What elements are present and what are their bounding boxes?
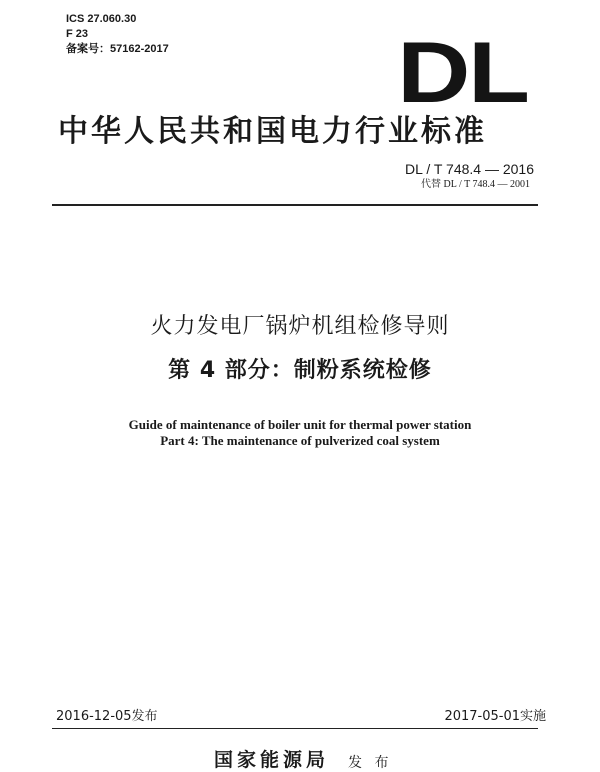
publisher-name: 国家能源局	[214, 749, 330, 771]
publisher-action: 发 布	[348, 755, 393, 771]
ics-code: ICS 27.060.30	[66, 13, 137, 25]
classification-block	[66, 12, 169, 57]
issue-date: 2016-12-05发布	[56, 709, 158, 724]
title-english-main: Guide of maintenance of boiler unit for thermal power station	[128, 417, 472, 432]
title-chinese-main: 火力发电厂锅炉机组检修导则	[150, 314, 450, 339]
dl-logo: DL	[397, 25, 528, 121]
standard-code: DL / T 748.4 — 2016	[405, 161, 534, 177]
header-divider	[52, 204, 538, 206]
ccs-code: F 23	[66, 28, 89, 40]
title-english-part: Part 4: The maintenance of pulverized coal system	[160, 433, 440, 448]
issuing-authority-title: 中华人民共和国电力行业标准	[58, 114, 487, 149]
implementation-date: 2017-05-01实施	[444, 709, 546, 724]
replaces-standard: 代替 DL / T 748.4 — 2001	[421, 179, 530, 190]
title-chinese-part: 第 4 部分：制粉系统检修	[168, 358, 432, 383]
record-number: 备案号：57162-2017	[66, 43, 169, 55]
footer-divider	[52, 728, 538, 729]
